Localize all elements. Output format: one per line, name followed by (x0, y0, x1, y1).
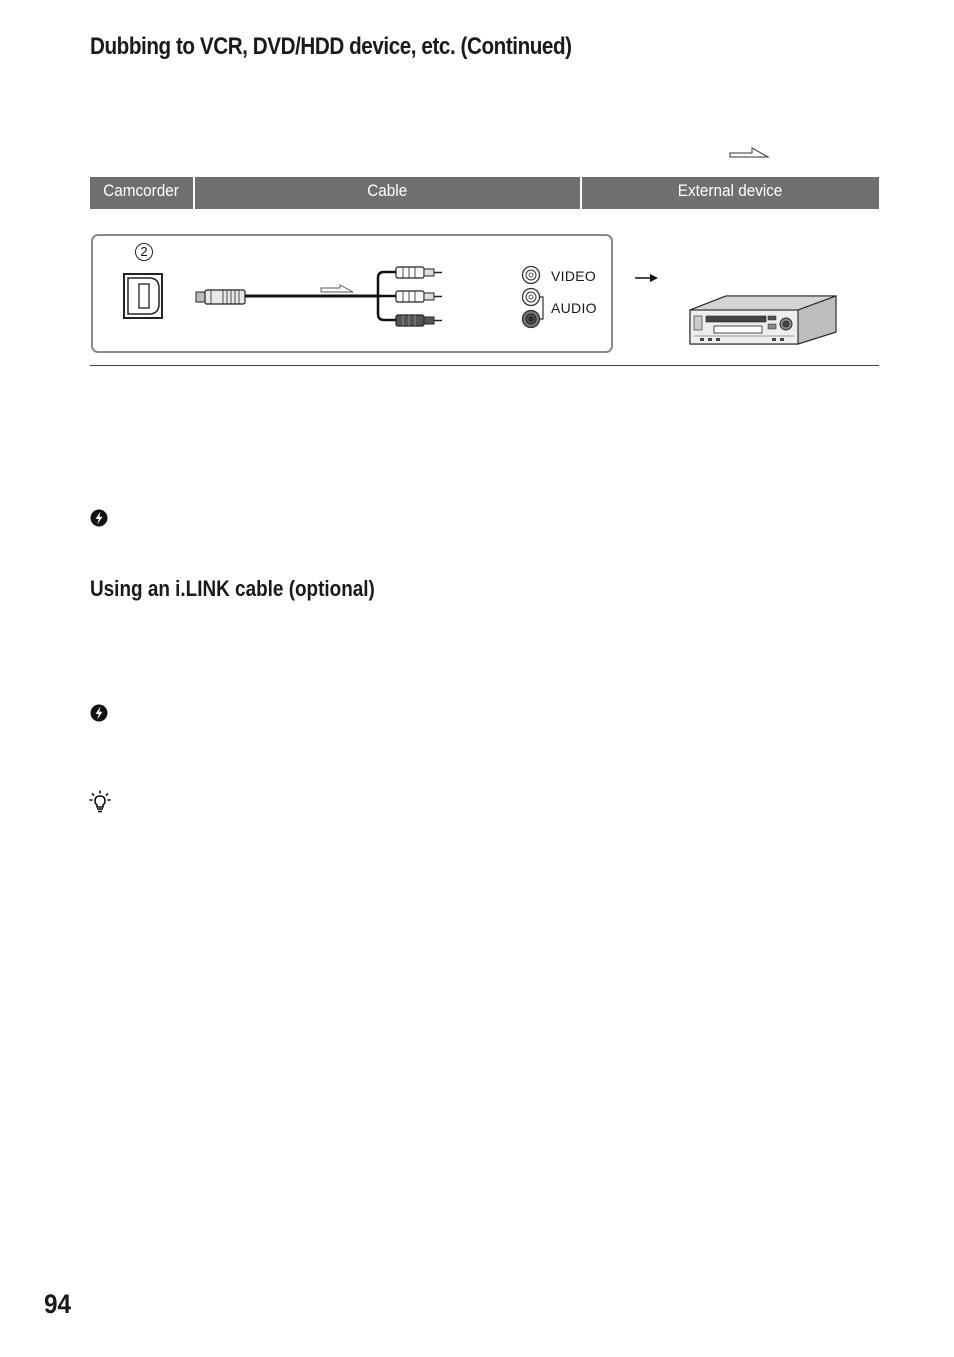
av-remote-connector-jack-icon (124, 274, 162, 318)
audio-left-jack-icon (523, 289, 540, 306)
table-bottom-divider (90, 365, 879, 366)
rca-plug-white-icon (396, 291, 442, 302)
rca-plug-red-icon (396, 315, 442, 326)
caution-icon (90, 704, 108, 722)
signal-direction-arrow-icon (634, 272, 660, 284)
column-header-camcorder: Camcorder (90, 177, 193, 209)
audio-jack-label: AUDIO (551, 300, 597, 316)
video-jack-label: VIDEO (551, 268, 597, 284)
column-header-cable: Cable (195, 177, 580, 209)
page-number: 94 (44, 1289, 72, 1319)
connection-table-header (90, 177, 879, 209)
rca-plug-yellow-icon (396, 267, 442, 278)
signal-flow-arrow-icon (728, 145, 772, 161)
connection-diagram (91, 234, 617, 358)
audio-right-jack-icon (523, 311, 540, 328)
video-jack-icon (523, 267, 540, 284)
caution-icon (90, 509, 108, 527)
av-cable-plug-icon (196, 290, 245, 304)
vcr-device-icon (686, 290, 840, 348)
section-heading-ilink: Using an i.LINK cable (optional) (90, 576, 375, 601)
tip-bulb-icon (89, 790, 111, 814)
cable-direction-arrow-icon (321, 285, 353, 292)
step-number-badge: 2 (135, 243, 153, 261)
page-title: Dubbing to VCR, DVD/HDD device, etc. (Continued) (90, 33, 572, 60)
column-header-external-device: External device (582, 177, 879, 209)
